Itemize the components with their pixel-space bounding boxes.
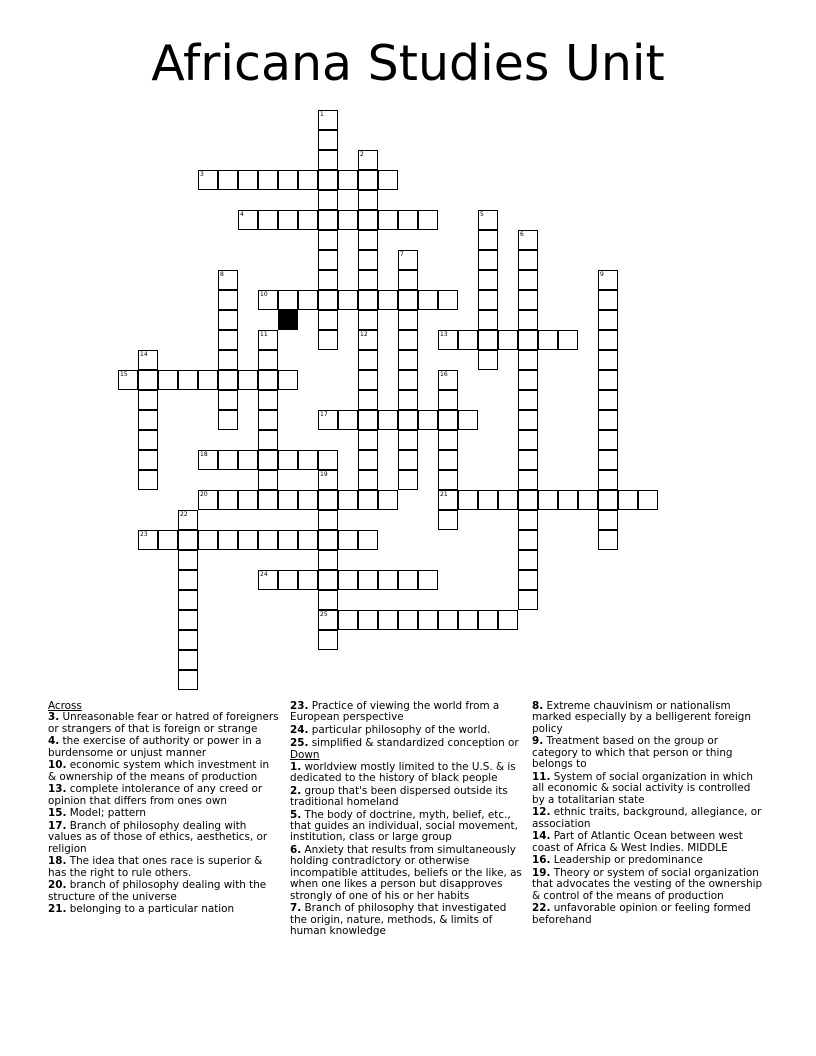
grid-cell[interactable] bbox=[258, 570, 278, 590]
grid-cell[interactable] bbox=[598, 310, 618, 330]
grid-cell[interactable] bbox=[278, 290, 298, 310]
grid-cell[interactable] bbox=[378, 490, 398, 510]
grid-cell[interactable] bbox=[598, 330, 618, 350]
grid-cell[interactable] bbox=[218, 290, 238, 310]
grid-cell[interactable] bbox=[258, 350, 278, 370]
grid-cell[interactable] bbox=[318, 530, 338, 550]
grid-cell[interactable] bbox=[198, 450, 218, 470]
grid-cell[interactable] bbox=[398, 610, 418, 630]
grid-cell[interactable] bbox=[478, 610, 498, 630]
grid-cell[interactable] bbox=[398, 570, 418, 590]
grid-cell[interactable] bbox=[478, 230, 498, 250]
grid-cell[interactable] bbox=[318, 170, 338, 190]
grid-cell[interactable] bbox=[518, 270, 538, 290]
grid-cell[interactable] bbox=[318, 490, 338, 510]
grid-cell[interactable] bbox=[598, 430, 618, 450]
across-heading: Across bbox=[48, 700, 82, 712]
grid-cell[interactable] bbox=[298, 570, 318, 590]
grid-cell[interactable] bbox=[398, 390, 418, 410]
grid-cell[interactable] bbox=[218, 330, 238, 350]
grid-cell[interactable] bbox=[418, 570, 438, 590]
cell-number: 11 bbox=[260, 331, 268, 338]
grid-cell[interactable] bbox=[298, 210, 318, 230]
clue-across-17: 17. Branch of philosophy dealing with values as of those of ethics, aesthetics, or religion bbox=[48, 820, 268, 855]
grid-cell[interactable] bbox=[598, 450, 618, 470]
grid-cell[interactable] bbox=[338, 570, 358, 590]
grid-cell[interactable] bbox=[598, 490, 618, 510]
clue-across-20: 20. branch of philosophy dealing with the structure of the universe bbox=[48, 879, 267, 903]
cell-number: 19 bbox=[320, 471, 328, 478]
grid-cell[interactable] bbox=[358, 270, 378, 290]
clue-down-19: 19. Theory or system of social organization that advocates the vesting of the ownership & control of the means of production bbox=[532, 866, 763, 902]
clue-down-14: 14. Part of Atlantic Ocean between west coast of Africa & West Indies. MIDDLE bbox=[532, 830, 743, 854]
cell-number: 13 bbox=[440, 331, 448, 338]
grid-cell[interactable] bbox=[198, 170, 218, 190]
grid-cell[interactable] bbox=[598, 370, 618, 390]
grid-cell[interactable] bbox=[358, 570, 378, 590]
grid-cell[interactable] bbox=[518, 250, 538, 270]
grid-cell[interactable] bbox=[258, 410, 278, 430]
cell-number: 22 bbox=[180, 511, 188, 518]
grid-cell[interactable] bbox=[358, 290, 378, 310]
grid-cell[interactable] bbox=[358, 310, 378, 330]
grid-cell[interactable] bbox=[178, 530, 198, 550]
grid-cell[interactable] bbox=[238, 170, 258, 190]
cell-number: 5 bbox=[480, 211, 484, 218]
grid-cell[interactable] bbox=[318, 570, 338, 590]
grid-cell[interactable] bbox=[438, 290, 458, 310]
grid-cell[interactable] bbox=[398, 330, 418, 350]
grid-cell[interactable] bbox=[258, 430, 278, 450]
grid-cell[interactable] bbox=[318, 450, 338, 470]
grid-cell[interactable] bbox=[218, 350, 238, 370]
grid-cell[interactable] bbox=[598, 530, 618, 550]
grid-cell[interactable] bbox=[238, 490, 258, 510]
grid-cell[interactable] bbox=[258, 530, 278, 550]
grid-cell[interactable] bbox=[518, 430, 538, 450]
grid-cell[interactable] bbox=[338, 490, 358, 510]
grid-cell[interactable] bbox=[298, 170, 318, 190]
grid-cell[interactable] bbox=[338, 210, 358, 230]
clue-across-4: 4. the exercise of authority or power in a burdensome or unjust manner bbox=[48, 735, 262, 759]
grid-cell[interactable] bbox=[518, 470, 538, 490]
cell-number: 12 bbox=[360, 331, 368, 338]
grid-cell[interactable] bbox=[138, 430, 158, 450]
black-cell bbox=[278, 310, 298, 330]
grid-cell[interactable] bbox=[138, 350, 158, 370]
grid-cell[interactable] bbox=[398, 450, 418, 470]
grid-cell[interactable] bbox=[558, 330, 578, 350]
clue-across-10: 10. economic system which investment in & ownership of the means of production bbox=[48, 759, 270, 783]
grid-cell[interactable] bbox=[438, 610, 458, 630]
clue-down-2: 2. group that's been dispersed outside its traditional homeland bbox=[290, 784, 508, 808]
grid-cell[interactable] bbox=[178, 610, 198, 630]
grid-cell[interactable] bbox=[438, 410, 458, 430]
grid-cell[interactable] bbox=[278, 490, 298, 510]
clue-across-25: 25. simplified & standardized conception or bbox=[290, 736, 519, 749]
grid-cell[interactable] bbox=[318, 410, 338, 430]
grid-cell[interactable] bbox=[478, 350, 498, 370]
grid-cell[interactable] bbox=[518, 530, 538, 550]
grid-cell[interactable] bbox=[518, 590, 538, 610]
grid-cell[interactable] bbox=[358, 170, 378, 190]
grid-cell[interactable] bbox=[258, 290, 278, 310]
grid-cell[interactable] bbox=[178, 590, 198, 610]
grid-cell[interactable] bbox=[518, 410, 538, 430]
grid-cell[interactable] bbox=[358, 390, 378, 410]
grid-cell[interactable] bbox=[198, 530, 218, 550]
grid-cell[interactable] bbox=[318, 250, 338, 270]
grid-cell[interactable] bbox=[218, 490, 238, 510]
grid-cell[interactable] bbox=[138, 370, 158, 390]
cell-number: 10 bbox=[260, 291, 268, 298]
clue-across-18: 18. The idea that ones race is superior & has the right to rule others. bbox=[48, 855, 263, 879]
grid-cell[interactable] bbox=[278, 450, 298, 470]
grid-cell[interactable] bbox=[298, 290, 318, 310]
grid-cell[interactable] bbox=[218, 530, 238, 550]
grid-cell[interactable] bbox=[438, 470, 458, 490]
grid-cell[interactable] bbox=[318, 330, 338, 350]
grid-cell[interactable] bbox=[318, 310, 338, 330]
grid-cell[interactable] bbox=[398, 350, 418, 370]
clue-down-6: 6. Anxiety that results from simultaneously holding contradictory or otherwise incompatible attitudes, beliefs or the like, as when one likes a person but disapproves strongly of one of his or her habits bbox=[290, 844, 522, 902]
grid-cell[interactable] bbox=[318, 550, 338, 570]
grid-cell[interactable] bbox=[258, 450, 278, 470]
grid-cell[interactable] bbox=[318, 210, 338, 230]
grid-cell[interactable] bbox=[478, 330, 498, 350]
grid-cell[interactable] bbox=[398, 290, 418, 310]
grid-cell[interactable] bbox=[438, 330, 458, 350]
grid-cell[interactable] bbox=[638, 490, 658, 510]
grid-cell[interactable] bbox=[218, 370, 238, 390]
clue-across-3: 3. Unreasonable fear or hatred of foreigners or strangers of that is foreign or strange bbox=[48, 711, 279, 735]
grid-cell[interactable] bbox=[598, 410, 618, 430]
grid-cell[interactable] bbox=[378, 210, 398, 230]
grid-cell[interactable] bbox=[198, 490, 218, 510]
cell-number: 14 bbox=[140, 351, 148, 358]
grid-cell[interactable] bbox=[138, 470, 158, 490]
grid-cell[interactable] bbox=[258, 170, 278, 190]
grid-cell[interactable] bbox=[518, 390, 538, 410]
grid-cell[interactable] bbox=[478, 250, 498, 270]
grid-cell[interactable] bbox=[178, 370, 198, 390]
grid-cell[interactable] bbox=[358, 190, 378, 210]
grid-cell[interactable] bbox=[518, 550, 538, 570]
grid-cell[interactable] bbox=[458, 610, 478, 630]
grid-cell[interactable] bbox=[218, 450, 238, 470]
grid-cell[interactable] bbox=[518, 370, 538, 390]
grid-cell[interactable] bbox=[478, 310, 498, 330]
grid-cell[interactable] bbox=[238, 370, 258, 390]
grid-cell[interactable] bbox=[318, 290, 338, 310]
clue-down-5: 5. The body of doctrine, myth, belief, etc., that guides an individual, social movement, institution, class or large group bbox=[290, 808, 518, 844]
grid-cell[interactable] bbox=[458, 490, 478, 510]
grid-cell[interactable] bbox=[238, 210, 258, 230]
grid-cell[interactable] bbox=[318, 130, 338, 150]
grid-cell[interactable] bbox=[598, 350, 618, 370]
cell-number: 8 bbox=[220, 271, 224, 278]
grid-cell[interactable] bbox=[518, 330, 538, 350]
grid-cell[interactable] bbox=[358, 230, 378, 250]
grid-cell[interactable] bbox=[338, 170, 358, 190]
grid-cell[interactable] bbox=[218, 310, 238, 330]
grid-cell[interactable] bbox=[318, 270, 338, 290]
cell-number: 9 bbox=[600, 271, 604, 278]
grid-cell[interactable] bbox=[378, 570, 398, 590]
cell-number: 4 bbox=[240, 211, 244, 218]
cell-number: 23 bbox=[140, 531, 148, 538]
grid-cell[interactable] bbox=[598, 390, 618, 410]
grid-cell[interactable] bbox=[218, 270, 238, 290]
grid-cell[interactable] bbox=[418, 410, 438, 430]
grid-cell[interactable] bbox=[138, 450, 158, 470]
grid-cell[interactable] bbox=[338, 530, 358, 550]
grid-cell[interactable] bbox=[258, 470, 278, 490]
grid-cell[interactable] bbox=[538, 490, 558, 510]
grid-cell[interactable] bbox=[358, 470, 378, 490]
grid-cell[interactable] bbox=[458, 410, 478, 430]
grid-cell[interactable] bbox=[318, 190, 338, 210]
grid-cell[interactable] bbox=[318, 590, 338, 610]
grid-cell[interactable] bbox=[158, 530, 178, 550]
grid-cell[interactable] bbox=[258, 390, 278, 410]
grid-cell[interactable] bbox=[178, 570, 198, 590]
clue-across-24: 24. particular philosophy of the world. bbox=[290, 724, 491, 736]
grid-cell[interactable] bbox=[518, 450, 538, 470]
clue-down-16: 16. Leadership or predominance bbox=[532, 854, 703, 867]
grid-cell[interactable] bbox=[338, 290, 358, 310]
grid-cell[interactable] bbox=[518, 350, 538, 370]
grid-cell[interactable] bbox=[358, 410, 378, 430]
grid-cell[interactable] bbox=[598, 470, 618, 490]
clue-down-11: 11. System of social organization in which all economic & social activity is controlled by a totalitarian state bbox=[532, 770, 753, 806]
grid-cell[interactable] bbox=[358, 210, 378, 230]
grid-cell[interactable] bbox=[518, 490, 538, 510]
clue-down-7: 7. Branch of philosophy that investigated the origin, nature, methods, & limits of human knowledge bbox=[290, 902, 507, 938]
clue-down-9: 9. Treatment based on the group or category to which that person or thing belongs to bbox=[532, 735, 733, 771]
grid-cell[interactable] bbox=[458, 330, 478, 350]
grid-cell[interactable] bbox=[358, 370, 378, 390]
grid-cell[interactable] bbox=[278, 570, 298, 590]
grid-cell[interactable] bbox=[438, 430, 458, 450]
grid-cell[interactable] bbox=[358, 490, 378, 510]
page-title: Africana Studies Unit bbox=[151, 35, 665, 92]
grid-cell[interactable] bbox=[498, 330, 518, 350]
grid-cell[interactable] bbox=[318, 230, 338, 250]
grid-cell[interactable] bbox=[278, 530, 298, 550]
grid-cell[interactable] bbox=[398, 410, 418, 430]
cell-number: 25 bbox=[320, 611, 328, 618]
cell-number: 18 bbox=[200, 451, 208, 458]
grid-cell[interactable] bbox=[518, 290, 538, 310]
grid-cell[interactable] bbox=[298, 530, 318, 550]
grid-cell[interactable] bbox=[438, 490, 458, 510]
grid-cell[interactable] bbox=[238, 450, 258, 470]
grid-cell[interactable] bbox=[438, 450, 458, 470]
grid-cell[interactable] bbox=[178, 670, 198, 690]
grid-cell[interactable] bbox=[278, 170, 298, 190]
grid-cell[interactable] bbox=[398, 310, 418, 330]
cell-number: 1 bbox=[320, 111, 324, 118]
grid-cell[interactable] bbox=[558, 490, 578, 510]
grid-cell[interactable] bbox=[398, 430, 418, 450]
grid-cell[interactable] bbox=[378, 170, 398, 190]
grid-cell[interactable] bbox=[198, 370, 218, 390]
grid-cell[interactable] bbox=[398, 270, 418, 290]
grid-cell[interactable] bbox=[398, 250, 418, 270]
clue-across-21: 21. belonging to a particular nation bbox=[48, 903, 235, 916]
grid-cell[interactable] bbox=[158, 370, 178, 390]
grid-cell[interactable] bbox=[358, 350, 378, 370]
grid-cell[interactable] bbox=[318, 470, 338, 490]
clue-column-1 bbox=[48, 701, 280, 917]
grid-cell[interactable] bbox=[358, 430, 378, 450]
cell-number: 3 bbox=[200, 171, 204, 178]
grid-cell[interactable] bbox=[358, 610, 378, 630]
grid-cell[interactable] bbox=[138, 410, 158, 430]
grid-cell[interactable] bbox=[138, 530, 158, 550]
cell-number: 16 bbox=[440, 371, 448, 378]
grid-cell[interactable] bbox=[598, 510, 618, 530]
grid-cell[interactable] bbox=[418, 210, 438, 230]
grid-cell[interactable] bbox=[178, 510, 198, 530]
grid-cell[interactable] bbox=[398, 370, 418, 390]
grid-cell[interactable] bbox=[518, 310, 538, 330]
grid-cell[interactable] bbox=[338, 410, 358, 430]
grid-cell[interactable] bbox=[258, 490, 278, 510]
grid-cell[interactable] bbox=[598, 290, 618, 310]
grid-cell[interactable] bbox=[538, 330, 558, 350]
cell-number: 15 bbox=[120, 371, 128, 378]
grid-cell[interactable] bbox=[358, 250, 378, 270]
grid-cell[interactable] bbox=[378, 610, 398, 630]
grid-cell[interactable] bbox=[358, 450, 378, 470]
grid-cell[interactable] bbox=[218, 410, 238, 430]
grid-cell[interactable] bbox=[258, 210, 278, 230]
grid-cell[interactable] bbox=[518, 510, 538, 530]
grid-cell[interactable] bbox=[498, 610, 518, 630]
grid-cell[interactable] bbox=[398, 210, 418, 230]
grid-cell[interactable] bbox=[478, 290, 498, 310]
grid-cell[interactable] bbox=[578, 490, 598, 510]
clue-down-22: 22. unfavorable opinion or feeling formed beforehand bbox=[532, 902, 751, 926]
grid-cell[interactable] bbox=[358, 530, 378, 550]
grid-cell[interactable] bbox=[618, 490, 638, 510]
grid-cell[interactable] bbox=[478, 270, 498, 290]
grid-cell[interactable] bbox=[478, 490, 498, 510]
grid-cell[interactable] bbox=[178, 550, 198, 570]
grid-cell[interactable] bbox=[358, 330, 378, 350]
grid-cell[interactable] bbox=[338, 610, 358, 630]
grid-cell[interactable] bbox=[118, 370, 138, 390]
grid-cell[interactable] bbox=[518, 570, 538, 590]
cell-number: 21 bbox=[440, 491, 448, 498]
clue-across-13: 13. complete intolerance of any creed or opinion that differs from ones own bbox=[48, 783, 263, 807]
cell-number: 24 bbox=[260, 571, 268, 578]
grid-cell[interactable] bbox=[498, 490, 518, 510]
grid-cell[interactable] bbox=[318, 110, 338, 130]
grid-cell[interactable] bbox=[258, 330, 278, 350]
grid-cell[interactable] bbox=[218, 390, 238, 410]
grid-cell[interactable] bbox=[398, 470, 418, 490]
clue-across-23: 23. Practice of viewing the world from a European perspective bbox=[290, 700, 500, 724]
grid-cell[interactable] bbox=[478, 210, 498, 230]
cell-number: 7 bbox=[400, 251, 404, 258]
grid-cell[interactable] bbox=[298, 450, 318, 470]
grid-cell[interactable] bbox=[138, 390, 158, 410]
clue-across-15: 15. Model; pattern bbox=[48, 807, 146, 820]
grid-cell[interactable] bbox=[258, 370, 278, 390]
grid-cell[interactable] bbox=[318, 610, 338, 630]
grid-cell[interactable] bbox=[318, 630, 338, 650]
clue-down-1: 1. worldview mostly limited to the U.S. & is dedicated to the history of black people bbox=[290, 760, 516, 784]
clue-column-3 bbox=[532, 701, 764, 927]
grid-cell[interactable] bbox=[218, 170, 238, 190]
grid-cell[interactable] bbox=[278, 370, 298, 390]
cell-number: 6 bbox=[520, 231, 524, 238]
grid-cell[interactable] bbox=[598, 270, 618, 290]
grid-cell[interactable] bbox=[298, 490, 318, 510]
grid-cell[interactable] bbox=[278, 210, 298, 230]
cell-number: 2 bbox=[360, 151, 364, 158]
grid-cell[interactable] bbox=[378, 290, 398, 310]
grid-cell[interactable] bbox=[178, 650, 198, 670]
clue-down-8: 8. Extreme chauvinism or nationalism marked especially by a belligerent foreign policy bbox=[532, 700, 751, 735]
grid-cell[interactable] bbox=[318, 150, 338, 170]
grid-cell[interactable] bbox=[418, 290, 438, 310]
cell-number: 20 bbox=[200, 491, 208, 498]
down-heading: Down bbox=[290, 749, 320, 762]
cell-number: 17 bbox=[320, 411, 328, 418]
grid-cell[interactable] bbox=[378, 410, 398, 430]
grid-cell[interactable] bbox=[358, 150, 378, 170]
clue-column-2 bbox=[290, 701, 522, 939]
grid-cell[interactable] bbox=[438, 510, 458, 530]
clue-down-12: 12. ethnic traits, background, allegiance, or association bbox=[532, 806, 762, 830]
grid-cell[interactable] bbox=[418, 610, 438, 630]
grid-cell[interactable] bbox=[318, 510, 338, 530]
grid-cell[interactable] bbox=[438, 390, 458, 410]
grid-cell[interactable] bbox=[178, 630, 198, 650]
grid-cell[interactable] bbox=[238, 530, 258, 550]
grid-cell[interactable] bbox=[518, 230, 538, 250]
grid-cell[interactable] bbox=[438, 370, 458, 390]
